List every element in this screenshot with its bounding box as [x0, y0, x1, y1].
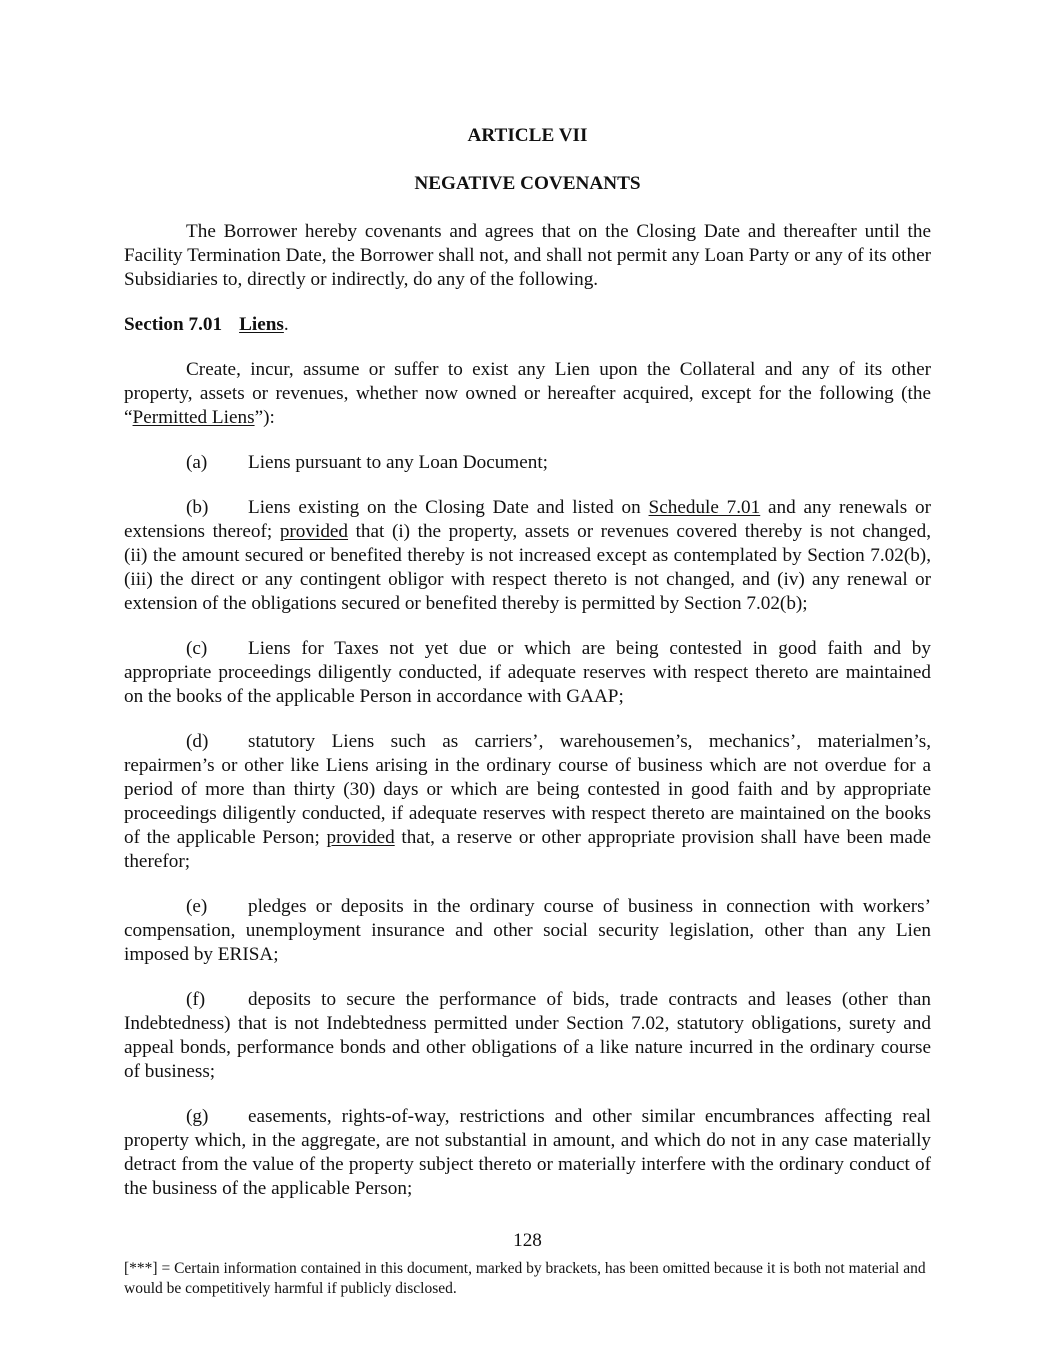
item-text: Liens pursuant to any Loan Document; [248, 452, 549, 473]
item-label: (a) [186, 452, 208, 473]
item-label: (g) [186, 1106, 209, 1127]
section-lead-paragraph [124, 358, 931, 430]
item-text: that, a reserve or other appropriate provision shall have been made therefor; [124, 827, 932, 872]
provided-term: provided [279, 521, 349, 542]
list-item-g [124, 1105, 931, 1201]
list-item-c [124, 637, 931, 709]
article-title: NEGATIVE COVENANTS [414, 173, 641, 194]
item-text: Liens existing on the Closing Date and listed on [248, 497, 649, 518]
item-text: and any renewals or extensions thereof; [124, 497, 931, 542]
section-heading [124, 313, 931, 337]
footnote: [***] = Certain information contained in this document, marked by brackets, has been omitted because it is both not material and would be competitively harmful if publicly disclosed. [124, 1260, 926, 1297]
item-label: (e) [186, 896, 208, 917]
item-text: statutory Liens such as carriers’, warehousemen’s, mechanics’, materialmen’s, repairmen’s or other like Liens arising in the ordinary course of business which are not overdue for a period of more than thirty (30) days or which are being contested in good faith and by appropriate proceedings diligently conducted, if adequate reserves with respect thereto are maintained on the books of the applicable Person; [124, 731, 931, 848]
list-item-a [124, 451, 931, 475]
item-label: (c) [186, 638, 208, 659]
item-label: (f) [186, 989, 206, 1010]
item-label: (b) [186, 497, 209, 518]
schedule-reference: Schedule 7.01 [648, 497, 761, 518]
item-text: easements, rights-of-way, restrictions and other similar encumbrances affecting real property which, in the aggregate, are not substantial in amount, and which do not in any case materially detract from the value of the property subject thereto or materially interfere with the ordinary conduct of the business of the applicable Person; [124, 1106, 931, 1199]
intro-paragraph: The Borrower hereby covenants and agrees that on the Closing Date and thereafter until the Facility Termination Date, the Borrower shall not, and shall not permit any Loan Party or any of its other Subsidiaries to, directly or indirectly, do any of the following. [124, 221, 931, 290]
item-text: deposits to secure the performance of bids, trade contracts and leases (other than Indebtedness) that is not Indebtedness permitted under Section 7.02, statutory obligations, surety and appeal bonds, performance bonds and other obligations of a like nature incurred in the ordinary course of business; [124, 989, 931, 1082]
section-number: Section 7.01 [124, 314, 223, 335]
article-heading: ARTICLE VII [467, 125, 588, 146]
lead-text: Create, incur, assume or suffer to exist any Lien upon the Collateral and any of its other property, assets or revenues, whether now owned or hereafter acquired, except for the following (the “ [124, 359, 931, 428]
item-text: pledges or deposits in the ordinary course of business in connection with workers’ compensation, unemployment insurance and other social security legislation, other than any Lien imposed by ERISA; [124, 896, 931, 965]
item-text: that (i) the property, assets or revenues covered thereby is not changed, (ii) the amount secured or benefited thereby is not increased except as contemplated by Section 7.02(b), (iii) the direct or any contingent obligor with respect thereto is not changed, and (iv) any renewal or extension of the obligations secured or benefited thereby is permitted by Section 7.02(b); [124, 521, 931, 614]
page-number: 128 [513, 1230, 542, 1251]
provided-term: provided [326, 827, 395, 848]
item-text: Liens for Taxes not yet due or which are being contested in good faith and by appropriate proceedings diligently conducted, if adequate reserves with respect thereto are maintained on the books of the applicable Person in accordance with GAAP; [124, 638, 931, 707]
list-item-e [124, 895, 931, 967]
list-item-f [124, 988, 931, 1084]
list-item-b [124, 496, 931, 616]
item-label: (d) [186, 731, 209, 752]
lead-text-end: ”): [254, 407, 275, 428]
defined-term-permitted-liens: Permitted Liens [132, 407, 255, 428]
document-page [124, 124, 931, 1201]
list-item-d [124, 730, 931, 874]
section-title: Liens [239, 314, 284, 335]
section-title-period: . [283, 314, 289, 335]
